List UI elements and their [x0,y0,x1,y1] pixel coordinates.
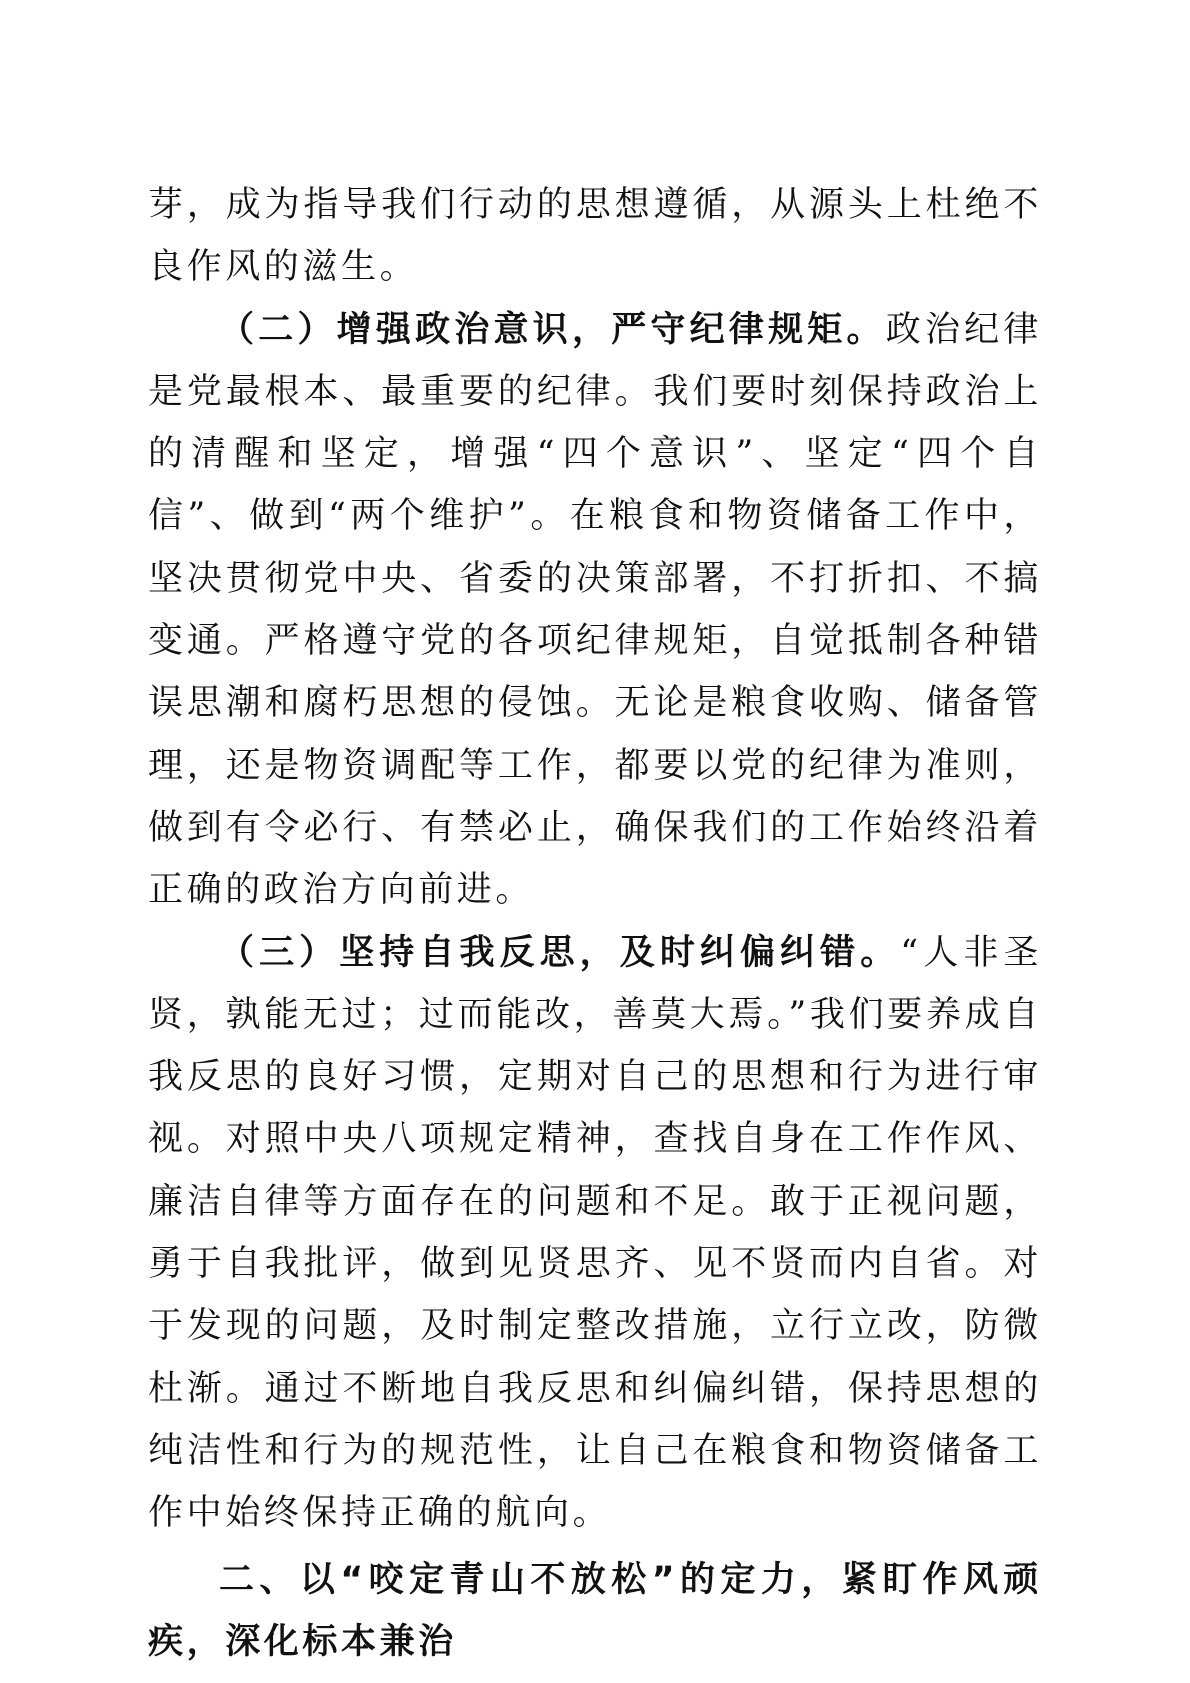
chapter-heading-2: 二、以“咬定青山不放松”的定力，紧盯作风顽疾，深化标本兼治 [148,1559,1042,1662]
paragraph-section-2 [148,299,1042,922]
section-2-title: （二）增强政治意识，严守纪律规矩。 [219,308,886,350]
section-2-body: 政治纪律是党最根本、最重要的纪律。我们要时刻保持政治上的清醒和坚定，增强“四个意识”、坚定“四个自信”、做到“两个维护”。在粮食和物资储备工作中，坚决贯彻党中央、省委的决策部署，不打折扣、不搞变通。严格遵守党的各项纪律规矩，自觉抵制各种错误思潮和腐朽思想的侵蚀。无论是粮食收购、储备管理，还是物资调配等工作，都要以党的纪律为准则，做到有令必行、有禁必止，确保我们的工作始终沿着正确的政治方向前进。 [148,309,1042,911]
paragraph-continuation: 芽，成为指导我们行动的思想遵循，从源头上杜绝不良作风的滋生。 [148,185,1042,288]
paragraph-section-3 [148,922,1042,1545]
section-3-body: “人非圣贤，孰能无过；过而能改，善莫大焉。”我们要养成自我反思的良好习惯，定期对自己的思想和行为进行审视。对照中央八项规定精神，查找自身在工作作风、廉洁自律等方面存在的问题和不足。敢于正视问题，勇于自我批评，做到见贤思齐、见不贤而内自省。对于发现的问题，及时制定整改措施，立行立改，防微杜渐。通过不断地自我反思和纠偏纠错，保持思想的纯洁性和行为的规范性，让自己在粮食和物资储备工作中始终保持正确的航向。 [148,932,1042,1534]
document-body [148,174,1042,1673]
section-3-title: （三）坚持自我反思，及时纠偏纠错。 [219,931,901,973]
